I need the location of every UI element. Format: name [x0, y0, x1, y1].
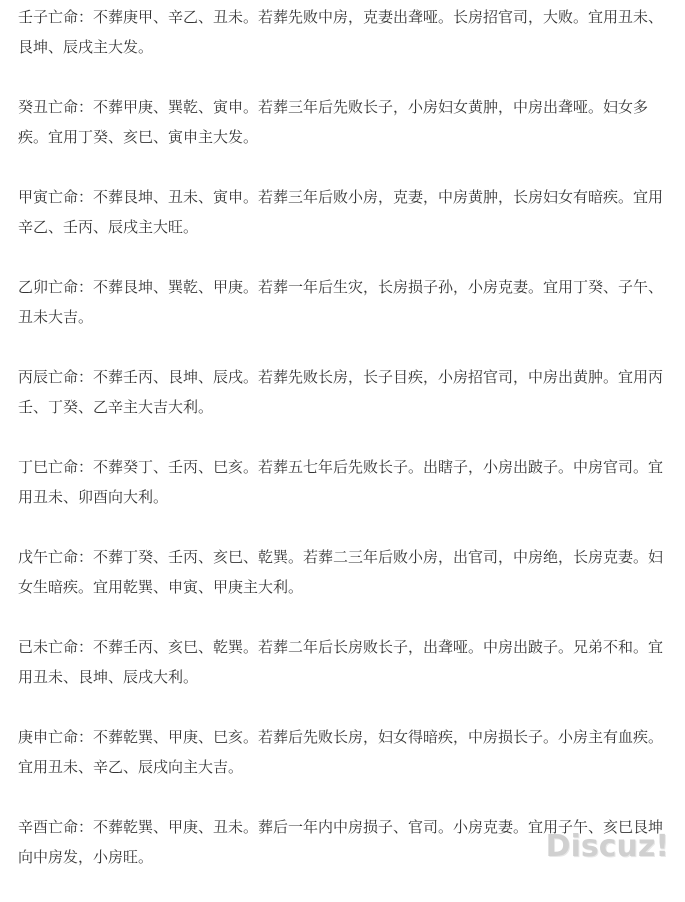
paragraph-bingchen: 丙辰亡命：不葬壬丙、艮坤、辰戌。若葬先败长房，长子目疾，小房招官司，中房出黄肿。宜用丙壬、丁癸、乙辛主大吉大利。: [18, 368, 664, 416]
paragraph-wuwu: 戊午亡命：不葬丁癸、壬丙、亥巳、乾巽。若葬二三年后败小房，出官司，中房绝，长房克妻。妇女生暗疾。宜用乾巽、申寅、甲庚主大利。: [18, 548, 664, 596]
paragraph-yimao: 乙卯亡命：不葬艮坤、巽乾、甲庚。若葬一年后生灾，长房损子孙，小房克妻。宜用丁癸、子午、丑未大吉。: [18, 278, 664, 326]
discuz-watermark: Discuz!: [545, 829, 669, 864]
paragraph-jiayin: 甲寅亡命：不葬艮坤、丑未、寅申。若葬三年后败小房，克妻，中房黄肿，长房妇女有暗疾。宜用辛乙、壬丙、辰戌主大旺。: [18, 188, 664, 236]
paragraph-jiwei: 已未亡命：不葬壬丙、亥巳、乾巽。若葬二年后长房败长子，出聋哑。中房出跛子。兄弟不和。宜用丑未、艮坤、辰戌大利。: [18, 638, 664, 686]
paragraph-renzi: 壬子亡命：不葬庚甲、辛乙、丑未。若葬先败中房，克妻出聋哑。长房招官司，大败。宜用丑未、艮坤、辰戌主大发。: [18, 8, 664, 56]
paragraph-dingsi: 丁巳亡命：不葬癸丁、壬丙、巳亥。若葬五七年后先败长子。出瞎子，小房出跛子。中房官司。宜用丑未、卯酉向大利。: [18, 458, 664, 506]
paragraph-xinyou: 辛酉亡命：不葬乾巽、甲庚、丑未。葬后一年内中房损子、官司。小房克妻。宜用子午、亥巳艮坤向中房发，小房旺。: [18, 818, 664, 866]
paragraph-guichou: 癸丑亡命：不葬甲庚、巽乾、寅申。若葬三年后先败长子，小房妇女黄肿，中房出聋哑。妇女多疾。宜用丁癸、亥巳、寅申主大发。: [18, 98, 649, 146]
paragraph-gengshen: 庚申亡命：不葬乾巽、甲庚、巳亥。若葬后先败长房，妇女得暗疾，中房损长子。小房主有血疾。宜用丑未、辛乙、辰戌向主大吉。: [18, 728, 664, 776]
article-body: [18, 2, 670, 902]
